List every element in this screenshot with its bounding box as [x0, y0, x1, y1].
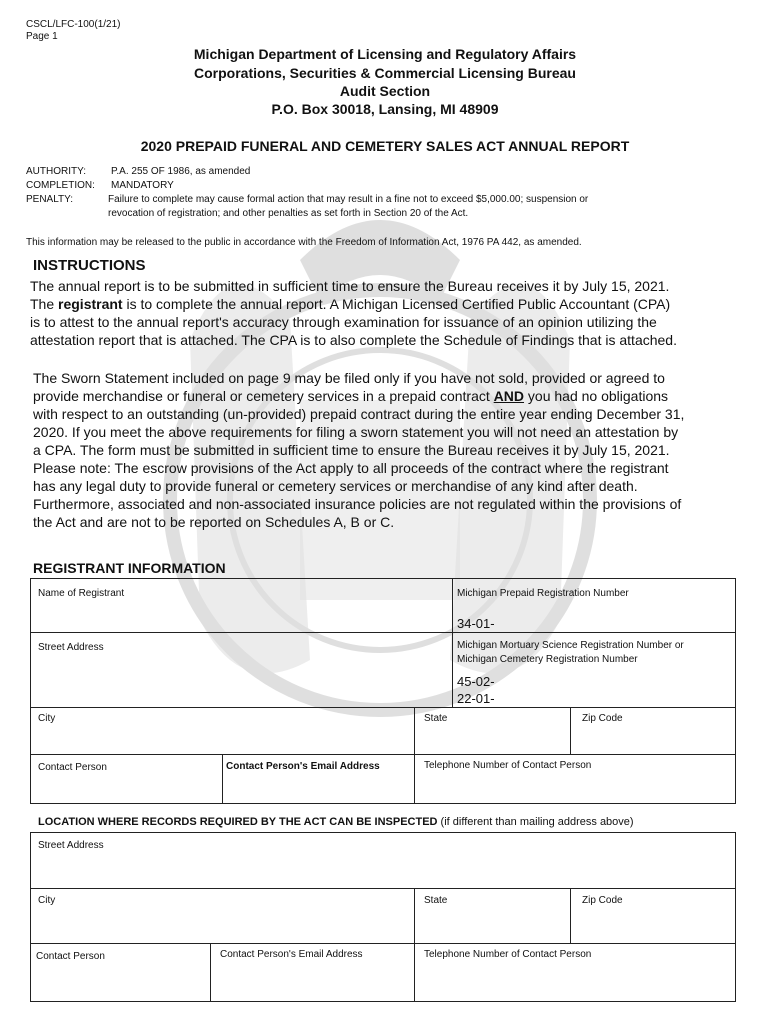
completion-value: MANDATORY — [111, 180, 174, 191]
location-street-field[interactable]: Street Address — [38, 840, 104, 851]
instr-p1-l2: The registrant is to complete the annual report. A Michigan Licensed Certified Public Accountant (CPA) — [30, 296, 671, 312]
mortuary-label-l1: Michigan Mortuary Science Registration Number or — [457, 640, 684, 651]
contact-person-field[interactable]: Contact Person — [38, 762, 107, 773]
location-form — [30, 832, 736, 1002]
location-state-field[interactable]: State — [424, 895, 448, 906]
location-contact-field[interactable]: Contact Person — [36, 951, 105, 962]
page-number: Page 1 — [26, 31, 58, 42]
street-address-field[interactable]: Street Address — [38, 642, 104, 653]
foia-notice: This information may be released to the public in accordance with the Freedom of Information Act, 1976 PA 442, as amended. — [26, 237, 582, 248]
authority-value: P.A. 255 OF 1986, as amended — [111, 166, 251, 177]
location-city-field[interactable]: City — [38, 895, 56, 906]
location-phone-field[interactable]: Telephone Number of Contact Person — [424, 949, 592, 960]
instr-p2-l6: Please note: The escrow provisions of the Act apply to all proceeds of the contract where the registrant — [33, 460, 669, 476]
contact-email-field[interactable]: Contact Person's Email Address — [226, 761, 380, 772]
header-line2: Corporations, Securities & Commercial Licensing Bureau — [194, 65, 576, 81]
city-field[interactable]: City — [38, 713, 56, 724]
header-line1: Michigan Department of Licensing and Regulatory Affairs — [193, 46, 577, 62]
instr-p2-l7: has any legal duty to provide funeral or cemetery services or merchandise of any kind after death. — [33, 478, 638, 494]
mortuary-label-l2: Michigan Cemetery Registration Number — [457, 654, 638, 665]
instr-p1-l4: attestation report that is attached. The CPA is to also complete the Schedule of Findings that is attached. — [30, 332, 677, 348]
mortuary-registration-field[interactable]: 45-02- — [457, 674, 495, 689]
penalty-line1: Failure to complete may cause formal action that may result in a fine not to exceed $5,000.00; suspension or — [108, 194, 589, 205]
zip-code-field[interactable]: Zip Code — [582, 713, 623, 724]
location-heading: LOCATION WHERE RECORDS REQUIRED BY THE ACT CAN BE INSPECTED (if different than mailing address above) — [38, 816, 634, 828]
state-field[interactable]: State — [424, 713, 448, 724]
instr-p2-l1: The Sworn Statement included on page 9 may be filed only if you have not sold, provided or agreed to — [33, 370, 665, 386]
instructions-heading: INSTRUCTIONS — [33, 257, 146, 274]
penalty-line2: revocation of registration; and other penalties as set forth in Section 20 of the Act. — [108, 208, 469, 219]
instr-p1-l1: The annual report is to be submitted in sufficient time to ensure the Bureau receives it by July 15, 2021. — [30, 278, 670, 294]
instr-p1-l3: is to attest to the annual report's accuracy through examination for issuance of an opinion utilizing the — [30, 314, 657, 330]
report-title: 2020 PREPAID FUNERAL AND CEMETERY SALES ACT ANNUAL REPORT — [140, 138, 630, 154]
cemetery-registration-field[interactable]: 22-01- — [457, 691, 495, 706]
authority-label: AUTHORITY: — [26, 166, 87, 177]
registrant-heading: REGISTRANT INFORMATION — [33, 560, 226, 576]
instr-p2-l9: the Act and are not to be reported on Schedules A, B or C. — [33, 514, 395, 530]
contact-phone-field[interactable]: Telephone Number of Contact Person — [424, 760, 592, 771]
completion-label: COMPLETION: — [26, 180, 95, 191]
location-zip-field[interactable]: Zip Code — [582, 895, 623, 906]
instr-p2-l3: with respect to an outstanding (un-provided) prepaid contract during the entire year ending December 31, — [33, 406, 685, 422]
header-line3: Audit Section — [339, 83, 431, 99]
prepaid-registration-field[interactable]: 34-01- — [457, 616, 495, 631]
instr-p2-l4: 2020. If you meet the above requirements for filing a sworn statement you will not need an attestation by — [33, 424, 679, 440]
location-email-field[interactable]: Contact Person's Email Address — [220, 949, 363, 960]
instr-p2-l2: provide merchandise or funeral or cemetery services in a prepaid contract AND you had no obligations — [33, 388, 669, 404]
form-id: CSCL/LFC-100(1/21) — [26, 19, 121, 30]
registrant-form — [30, 578, 736, 804]
header-line4: P.O. Box 30018, Lansing, MI 48909 — [271, 101, 499, 117]
penalty-label: PENALTY: — [26, 194, 74, 205]
registrant-name-field[interactable]: Name of Registrant — [38, 588, 125, 599]
instr-p2-l5: a CPA. The form must be submitted in sufficient time to ensure the Bureau receives it by July 15, 2021. — [33, 442, 670, 458]
instr-p2-l8: Furthermore, associated and non-associated insurance policies are not regulated within the provisions of — [33, 496, 682, 512]
prepaid-registration-label: Michigan Prepaid Registration Number — [457, 588, 629, 599]
